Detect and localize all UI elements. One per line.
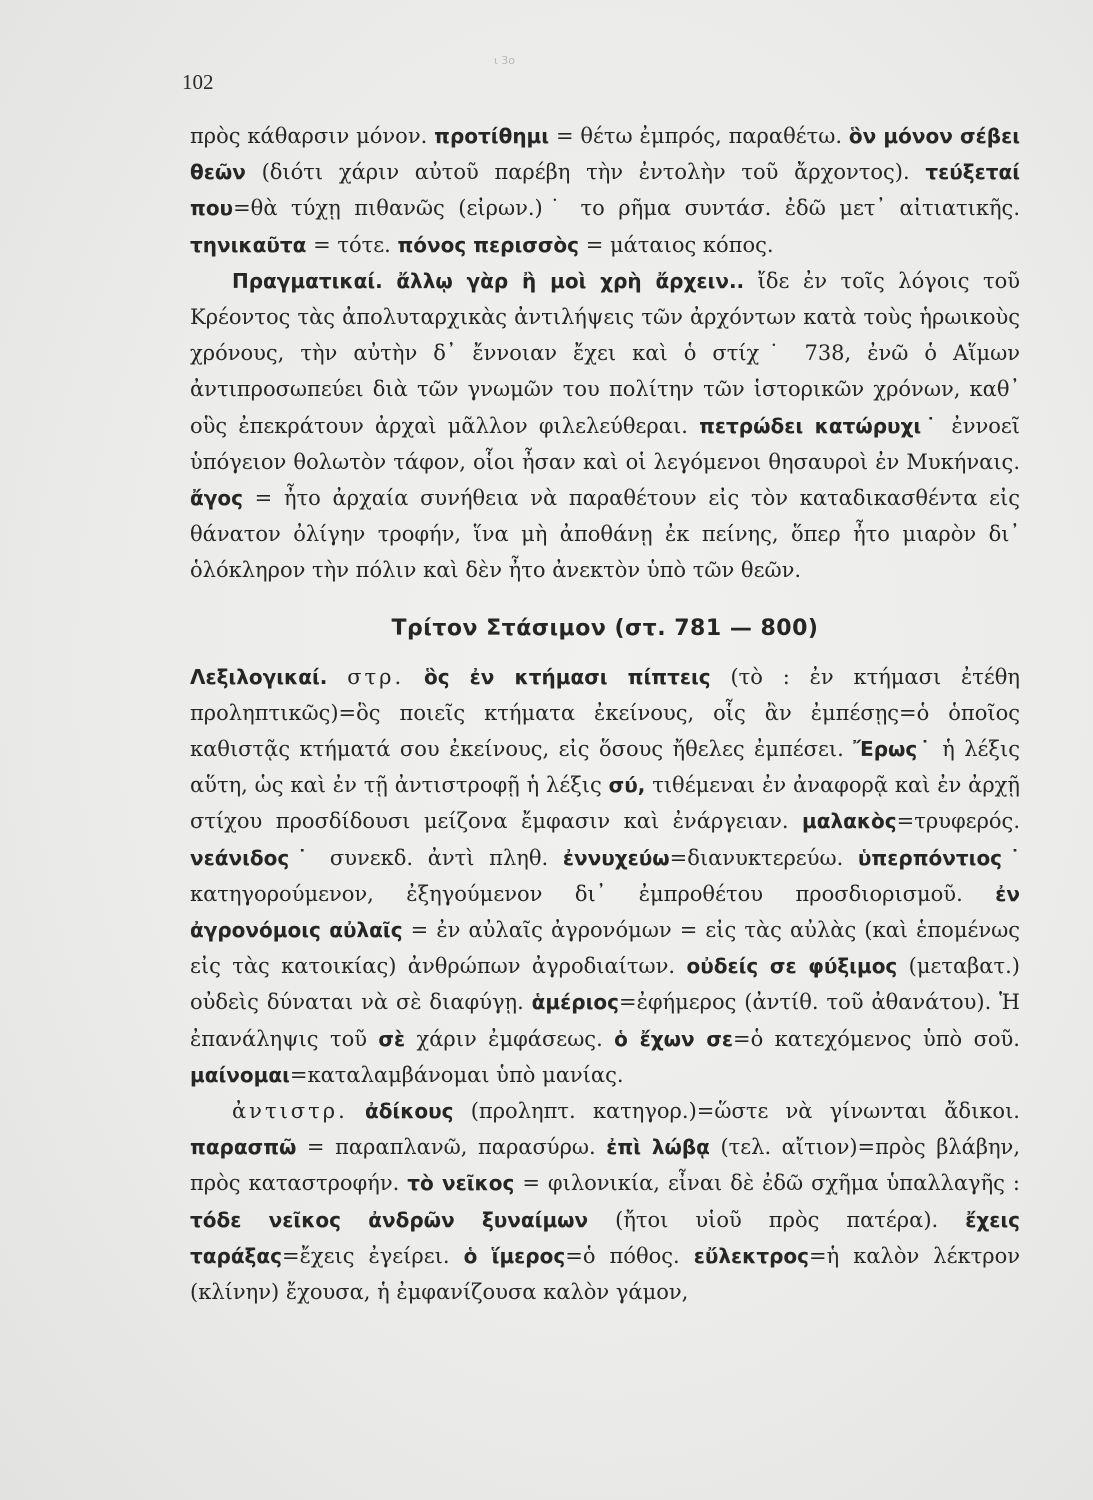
page-number: 102 bbox=[182, 70, 214, 94]
headword: τηνικαῦτα bbox=[190, 232, 307, 257]
headword: ἐν ἀγρονόμοις αὐλαῖς bbox=[190, 881, 1020, 943]
text: συνεκδ. ἀντὶ πληθ. bbox=[315, 845, 563, 870]
section-label: Λεξιλογικαί. bbox=[190, 664, 328, 689]
text: (μεταβατ.) οὐδεὶς δύναται νὰ σὲ διαφύγῃ. bbox=[190, 954, 1020, 1015]
text: =θὰ τύχῃ πιθανῶς (εἰρων.)˙ το ρῆμα συντάσ. ἐδῶ μετ᾽ αἰτιατικῆς. bbox=[233, 196, 1020, 221]
text: = μάταιος κόπος. bbox=[579, 232, 774, 257]
page-body bbox=[190, 118, 1020, 1310]
headword: ὃν μόνον σέβει θεῶν bbox=[190, 124, 1020, 185]
text: = παραπλανῶ, παρασύρω. bbox=[296, 1135, 607, 1160]
text: (τὸ : ἐν κτήμασι ἐτέθη προληπτικῶς)=ὃς ποιεῖς κτήματα ἐκείνους, οἷς ἂν ἐμπέσῃς=ὁ ὁποῖος καθιστᾷς κτήματά σου ἐκείνους, εἰς ὅσους ἤθελες ἐμπέσει. bbox=[190, 664, 1020, 762]
headword: εὔλεκτρος bbox=[693, 1243, 810, 1268]
text bbox=[348, 1099, 365, 1123]
text bbox=[383, 269, 397, 293]
headword: ἔχεις ταράξας bbox=[190, 1207, 1021, 1268]
text: = ἐν αὐλαῖς ἀγρονόμων = εἰς τὰς αὐλὰς (καὶ ἑπομένως εἰς τὰς κατοικίας) ἀνθρώπων ἀγροδιαίτων. bbox=[190, 918, 1020, 979]
paragraph-2 bbox=[190, 263, 1020, 589]
text: χάριν ἐμφάσεως. bbox=[405, 1026, 615, 1051]
headword: παρασπῶ bbox=[190, 1135, 297, 1160]
text: ἴδε ἐν τοῖς λόγοις τοῦ Κρέοντος τὰς ἀπολυταρχικὰς ἀντιλήψεις τῶν ἀρχόντων κατὰ τοὺς ἡρωικοὺς χρόνους, τὴν αὐτὴν δ᾽ ἔννοιαν ἔχει καὶ ὁ στίχ˙ 738, ἐνῶ ὁ Αἵμων ἀντιπροσωπεύει διὰ τῶν γνωμῶν του πολίτην τῶν ἱστορικῶν χρόνων, καθ᾽ οὓς ἐπεκράτουν ἀρχαὶ μᾶλλον φιλελεύθεραι. bbox=[190, 268, 1021, 438]
text: κατηγορούμενον, ἐξηγούμενον δι᾽ ἐμπροθέτου προσδιορισμοῦ. bbox=[190, 881, 996, 906]
headword: ἄγος bbox=[190, 486, 243, 511]
text: =ἡ καλὸν λέκτρον (κλίνην) ἔχουσα, ἡ ἐμφανίζουσα καλὸν γάμον, bbox=[190, 1243, 1020, 1305]
text: =ὁ πόθος. bbox=[565, 1243, 694, 1268]
text: =ὁ κατεχόμενος ὑπὸ σοῦ. bbox=[733, 1026, 1020, 1051]
headword: οὐδείς σε φύξιμος bbox=[686, 954, 898, 979]
text: τιθέμεναι ἐν ἀναφορᾷ καὶ ἐν ἀρχῇ στίχου προσδίδουσι μείζονα ἔμφασιν καὶ ἐνάργειαν. bbox=[190, 773, 1020, 834]
text: = ἦτο ἀρχαία συνήθεια νὰ παραθέτουν εἰς τὸν καταδικασθέντα εἰς θάνατον ὀλίγην τροφήν, ἵνα μὴ ἀποθάνῃ ἐκ πείνης, ὅπερ ἦτο μιαρὸν δι᾽ ὁλόκληρον τὴν πόλιν καὶ δὲν ἦτο ἀνεκτὸν ὑπὸ τῶν θεῶν. bbox=[190, 486, 1020, 583]
text bbox=[327, 665, 347, 689]
text: =ἔχεις ἐγείρει. bbox=[281, 1243, 464, 1268]
headword: τόδε νεῖκος ἀνδρῶν ξυναίμων bbox=[190, 1207, 589, 1232]
headword: ὑπερπόντιος˙ bbox=[857, 845, 1021, 870]
headword: ἐπὶ λώβᾳ bbox=[606, 1135, 710, 1160]
text: ἡ λέξις αὕτη, ὡς καὶ ἐν τῇ ἀντιστροφῇ ἡ λέξις bbox=[190, 737, 1020, 798]
text bbox=[404, 665, 424, 689]
headword: νεάνιδος˙ bbox=[190, 845, 316, 870]
section-heading: Τρίτον Στάσιμον (στ. 781 — 800) bbox=[391, 615, 819, 641]
text: =καταλαμβάνομαι ὑπὸ μανίας. bbox=[289, 1062, 624, 1087]
text: (τελ. αἴτιον)=πρὸς βλάβην, πρὸς καταστροφήν. bbox=[190, 1135, 1020, 1196]
text: (διότι χάριν αὐτοῦ παρέβη τὴν ἐντολὴν τοῦ ἄρχοντος). bbox=[245, 160, 926, 185]
text: = θέτω ἐμπρός, παραθέτω. bbox=[549, 124, 849, 148]
headword: πετρώδει κατώρυχι˙ bbox=[699, 413, 941, 438]
text: = τότε. bbox=[306, 232, 398, 257]
headword: ἁμέριος bbox=[531, 990, 619, 1015]
text: πρὸς κάθαρσιν μόνον. bbox=[190, 124, 435, 148]
headword: μαλακὸς bbox=[801, 809, 897, 834]
headword: μαίνομαι bbox=[190, 1062, 290, 1087]
spaced-label: στρ. bbox=[347, 664, 405, 689]
headword: πόνος περισσὸς bbox=[397, 232, 580, 257]
spaced-label: ἀντιστρ. bbox=[232, 1099, 348, 1124]
headword: ἀδίκους bbox=[364, 1099, 454, 1124]
faint-stamp: ι 3ο bbox=[494, 54, 515, 67]
text: ἐννοεῖ ὑπόγειον θολωτὸν τάφον, οἷοι ἦσαν καὶ οἱ λεγόμενοι θησαυροὶ ἐν Μυκήναις. bbox=[190, 413, 1020, 474]
headword: ὁ ἔχων σε bbox=[614, 1026, 734, 1051]
headword: προτίθημι bbox=[434, 124, 550, 148]
headword: τεύξεταί που bbox=[190, 160, 1020, 221]
text: (προληπτ. κατηγορ.)=ὥστε νὰ γίνωνται ἄδικοι. bbox=[453, 1099, 1020, 1124]
headword: ὁ ἵμερος bbox=[463, 1243, 566, 1268]
paragraph-1 bbox=[190, 118, 1020, 263]
headword: σύ, bbox=[608, 773, 646, 798]
text: = φιλονικία, εἶναι δὲ ἐδῶ σχῆμα ὑπαλλαγῆς : bbox=[514, 1171, 1020, 1196]
paragraph-3 bbox=[190, 659, 1020, 1093]
text: (ἤτοι υἱοῦ πρὸς πατέρα). bbox=[588, 1207, 966, 1232]
headword: ἄλλῳ γὰρ ἢ μοὶ χρὴ ἄρχειν.. bbox=[396, 268, 745, 293]
text: =διανυκτερεύω. bbox=[669, 845, 858, 870]
text: =ἐφήμερος (ἀντίθ. τοῦ ἀθανάτου). Ἡ ἐπανάληψις τοῦ bbox=[190, 990, 1020, 1051]
headword: ὃς ἐν κτήμασι πίπτεις bbox=[423, 664, 711, 689]
headword: σὲ bbox=[378, 1026, 406, 1051]
headword: τὸ νεῖκος bbox=[407, 1171, 515, 1196]
section-label: Πραγματικαί. bbox=[232, 268, 383, 293]
headword: ἐννυχεύω bbox=[562, 845, 670, 870]
text: =τρυφερός. bbox=[896, 809, 1020, 834]
paragraph-4 bbox=[190, 1093, 1020, 1310]
headword: Ἔρως˙ bbox=[853, 737, 933, 762]
